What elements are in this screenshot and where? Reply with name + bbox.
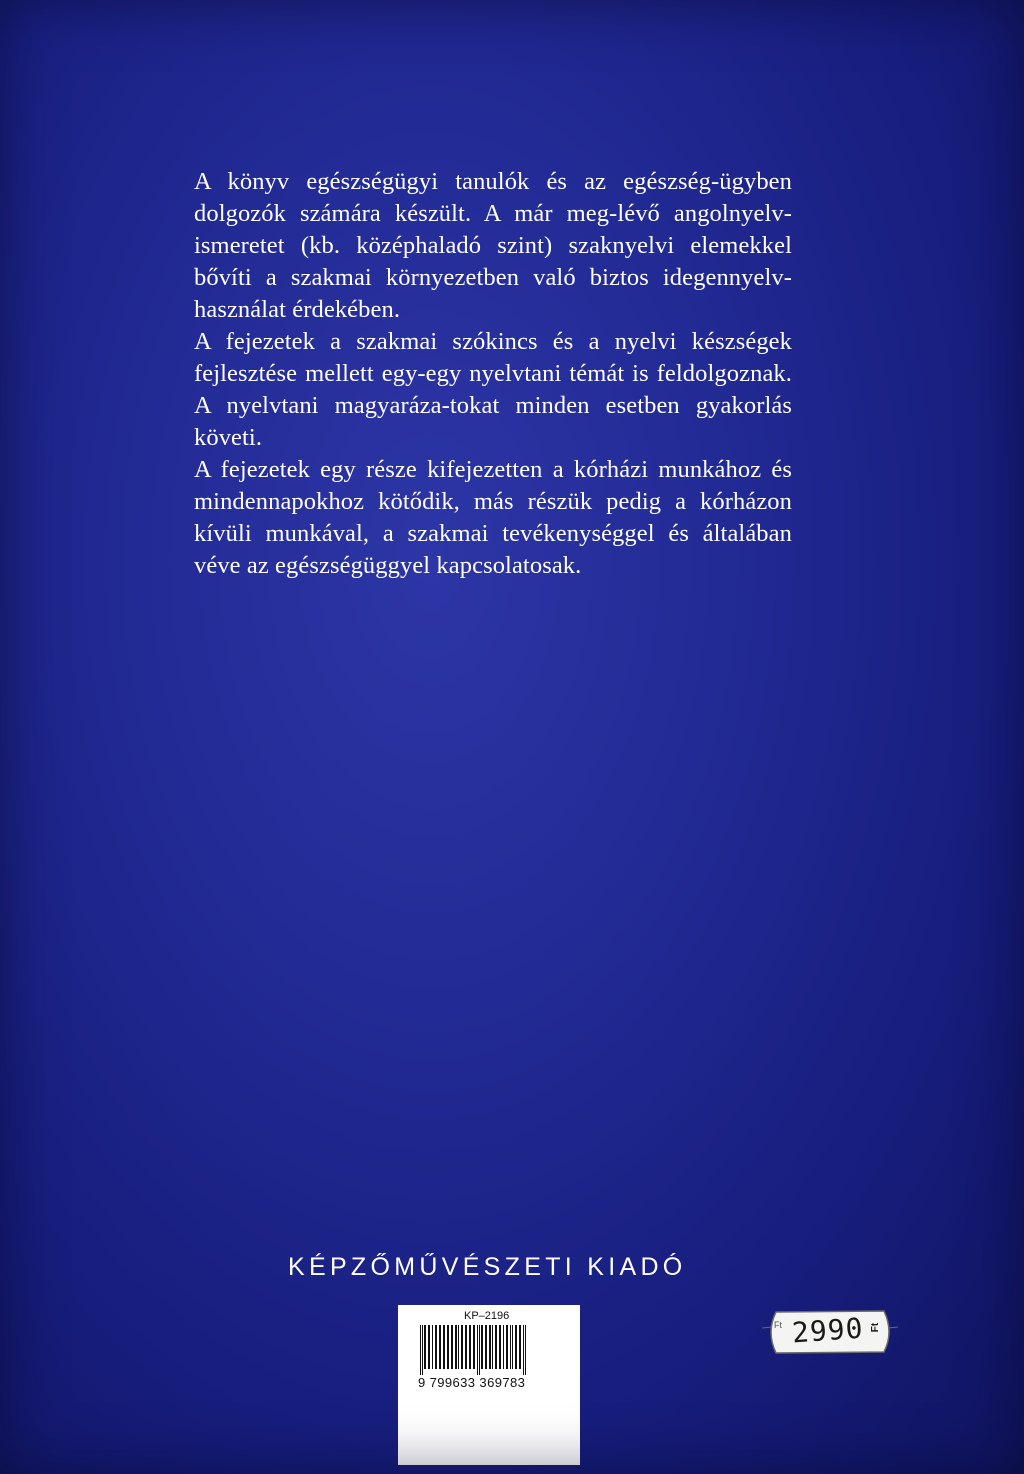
blurb-paragraph-2: A fejezetek a szakmai szókincs és a nyelvi készségek fejlesztése mellett egy-egy nyelvtani témát is feldolgoznak. A nyelvtani magyaráza-tokat minden esetben gyakorlás követi. — [194, 328, 792, 451]
product-code: KP–2196 — [464, 1310, 510, 1322]
blurb-text — [194, 166, 792, 582]
blurb-paragraph-3: A fejezetek egy része kifejezetten a kórházi munkához és mindennapokhoz kötődik, más részük pedig a kórházon kívüli munkával, a szakmai tevékenységgel és általában véve az egészségüggyel kapcsolatosak. — [194, 456, 792, 579]
price-sticker — [762, 1308, 898, 1356]
blurb-paragraph-1: A könyv egészségügyi tanulók és az egészség-ügyben dolgozók számára készült. A már meg-lévő angolnyelv-ismeretet (kb. középhaladó szint) szaknyelvi elemekkel bővíti a szakmai környezetben való biztos idegennyelv-használat érdekében. — [194, 168, 792, 323]
price-value: 2990 — [790, 1311, 865, 1350]
barcode-icon — [418, 1325, 560, 1375]
barcode-label — [398, 1305, 580, 1465]
barcode-number: 9 799633 369783 — [418, 1375, 526, 1390]
price-prefix: Ft — [774, 1320, 782, 1330]
price-currency: Ft — [870, 1322, 882, 1333]
publisher-name: KÉPZŐMŰVÉSZETI KIADÓ — [288, 1253, 687, 1281]
